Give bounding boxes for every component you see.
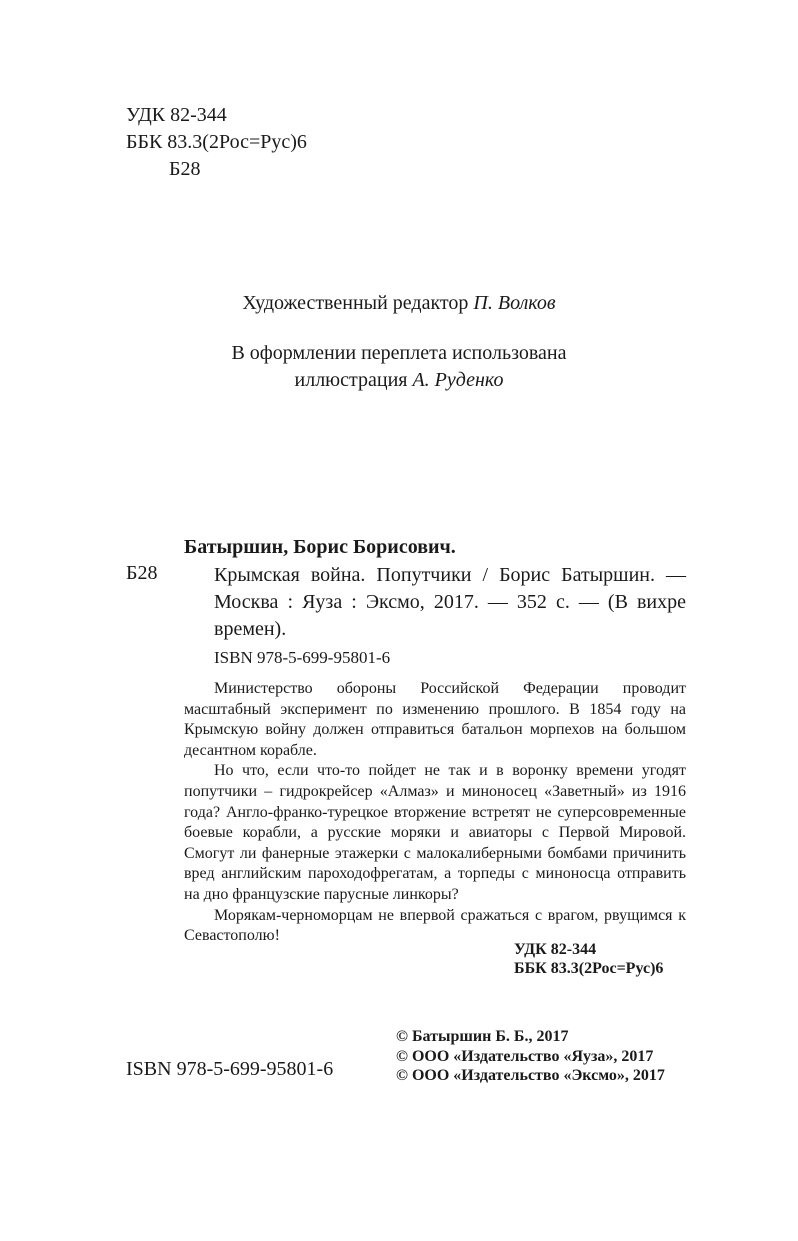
author-heading: Батыршин, Борис Борисович. — [184, 536, 456, 558]
bbk-code: ББК 83.3(2Рос=Рус)6 — [126, 131, 307, 153]
illustrator-name: А. Руденко — [412, 369, 504, 391]
bibliographic-description: Крымская война. Попутчики / Борис Батыршин. — Москва : Яуза : Эксмо, 2017. — 352 с. — (В вихре времен). — [214, 564, 686, 640]
cover-credit-line2 — [0, 367, 798, 394]
cover-credit-line1: В оформлении переплета использована — [231, 342, 567, 364]
cover-credit-label: иллюстрация — [294, 369, 408, 391]
annotation-paragraph: Министерство обороны Российской Федерации проводит масштабный эксперимент по изменению прошлого. В 1854 году на Крымскую войну должен отправиться батальон морпехов на большом десантном корабле. — [184, 680, 686, 759]
copyright-line: © ООО «Издательство «Яуза», 2017 — [396, 1047, 654, 1065]
annotation — [184, 679, 686, 947]
record-cutter: Б28 — [126, 562, 158, 584]
cover-illustration-credit — [0, 340, 798, 394]
copyright-line: © ООО «Издательство «Эксмо», 2017 — [396, 1067, 665, 1084]
copyright-notices — [396, 1027, 665, 1086]
bottom-bbk: ББК 83.3(2Рос=Рус)6 — [514, 960, 664, 977]
art-editor-name: П. Волков — [473, 292, 556, 314]
annotation-paragraph: Морякам-черноморцам не впервой сражаться с врагом, рвущимся к Севастополю! — [184, 906, 686, 945]
art-editor-credit — [0, 290, 798, 317]
cutter-code: Б28 — [169, 158, 201, 180]
bottom-classification — [514, 940, 663, 978]
bottom-udk: УДК 82-344 — [514, 941, 597, 958]
annotation-paragraph: Но что, если что-то пойдет не так и в воронку времени угодят попутчики – гидрокрейсер «Алмаз» и миноносец «Заветный» из 1916 года? Англо-франко-турецкое вторжение встретят не суперсовременные боевые корабли, а русские моряки и авиаторы с Первой Мировой. Смогут ли фанерные этажерки с малокалиберными бомбами причинить вред английским пароходофрегатам, а торпеды с миноносца отправить на дно французские парусные линкоры? — [184, 762, 686, 903]
art-editor-label: Художественный редактор — [242, 292, 469, 314]
classification-block — [126, 102, 307, 183]
bottom-isbn: ISBN 978-5-699-95801-6 — [126, 1058, 334, 1080]
copyright-line: © Батыршин Б. Б., 2017 — [396, 1028, 569, 1045]
udk-code: УДК 82-344 — [126, 104, 227, 126]
record-isbn: ISBN 978-5-699-95801-6 — [214, 648, 391, 667]
